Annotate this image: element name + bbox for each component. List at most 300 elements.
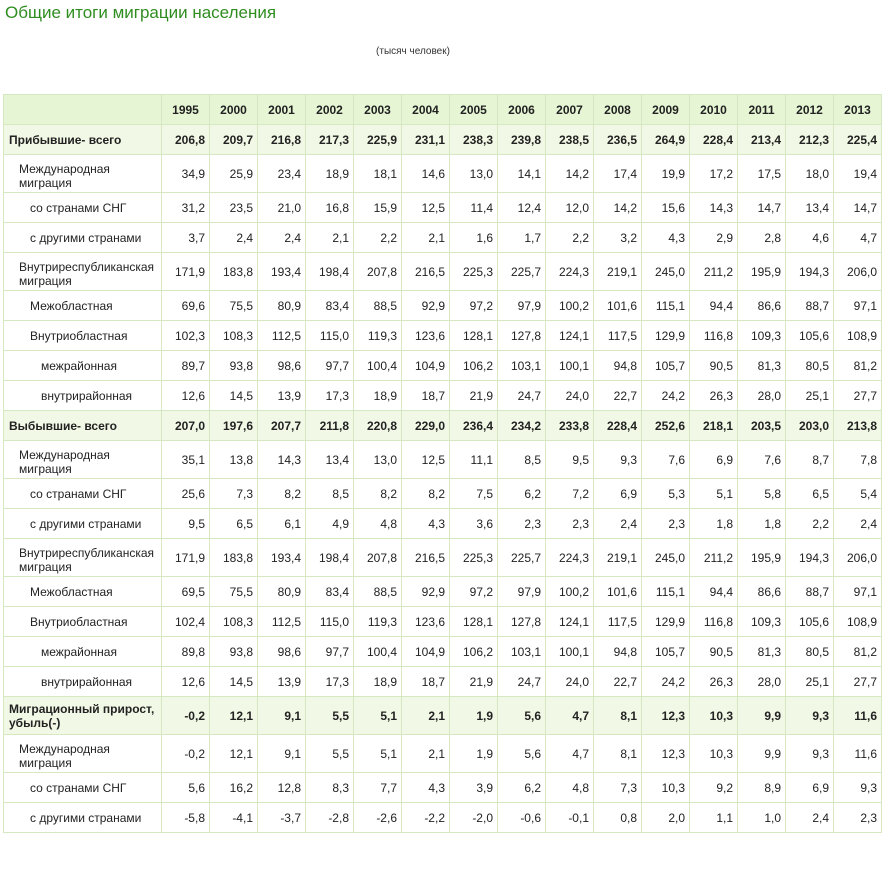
value-cell-2008: 8,1 <box>594 697 642 735</box>
value-cell-2005: 21,9 <box>450 381 498 411</box>
value-cell-2002: -2,8 <box>306 803 354 833</box>
value-cell-2005: 106,2 <box>450 351 498 381</box>
value-cell-2012: 194,3 <box>786 539 834 577</box>
value-cell-2006: 5,6 <box>498 735 546 773</box>
value-cell-2010: 26,3 <box>690 667 738 697</box>
value-cell-2013: 4,7 <box>834 223 882 253</box>
table-row <box>4 577 882 607</box>
value-cell-2010: 10,3 <box>690 697 738 735</box>
value-cell-2013: 213,8 <box>834 411 882 441</box>
value-cell-2004: 123,6 <box>402 321 450 351</box>
row-label: с другими странами <box>4 509 162 539</box>
value-cell-2012: 212,3 <box>786 125 834 155</box>
value-cell-2007: 2,2 <box>546 223 594 253</box>
value-cell-2003: 119,3 <box>354 607 402 637</box>
value-cell-2009: 12,3 <box>642 735 690 773</box>
table-row <box>4 539 882 577</box>
value-cell-1995: 102,4 <box>162 607 210 637</box>
value-cell-2000: 93,8 <box>210 637 258 667</box>
value-cell-2007: 100,1 <box>546 637 594 667</box>
value-cell-2010: 17,2 <box>690 155 738 193</box>
value-cell-2009: 105,7 <box>642 351 690 381</box>
value-cell-2011: 14,7 <box>738 193 786 223</box>
value-cell-2005: 21,9 <box>450 667 498 697</box>
value-cell-2002: 83,4 <box>306 291 354 321</box>
row-label: Миграционный прирост, убыль(-) <box>4 697 162 735</box>
value-cell-2007: 238,5 <box>546 125 594 155</box>
value-cell-2005: 97,2 <box>450 291 498 321</box>
value-cell-2003: 8,2 <box>354 479 402 509</box>
row-label: Внутриреспубликанская миграция <box>4 253 162 291</box>
value-cell-2004: 92,9 <box>402 291 450 321</box>
value-cell-2000: 13,8 <box>210 441 258 479</box>
value-cell-2013: 97,1 <box>834 577 882 607</box>
value-cell-2012: 80,5 <box>786 637 834 667</box>
value-cell-2010: 116,8 <box>690 607 738 637</box>
value-cell-1995: -5,8 <box>162 803 210 833</box>
value-cell-2007: 9,5 <box>546 441 594 479</box>
value-cell-2006: -0,6 <box>498 803 546 833</box>
value-cell-2002: 4,9 <box>306 509 354 539</box>
row-label: межрайонная <box>4 637 162 667</box>
value-cell-2004: 2,1 <box>402 697 450 735</box>
value-cell-2011: 5,8 <box>738 479 786 509</box>
value-cell-2008: 117,5 <box>594 321 642 351</box>
value-cell-2013: 27,7 <box>834 381 882 411</box>
value-cell-2006: 225,7 <box>498 253 546 291</box>
value-cell-2008: 94,8 <box>594 351 642 381</box>
value-cell-2001: 80,9 <box>258 577 306 607</box>
value-cell-2013: 7,8 <box>834 441 882 479</box>
value-cell-2000: 108,3 <box>210 321 258 351</box>
value-cell-2006: 1,7 <box>498 223 546 253</box>
row-label: Межобластная <box>4 291 162 321</box>
value-cell-2012: 4,6 <box>786 223 834 253</box>
value-cell-2011: 17,5 <box>738 155 786 193</box>
value-cell-2007: -0,1 <box>546 803 594 833</box>
value-cell-2006: 6,2 <box>498 479 546 509</box>
value-cell-2010: 211,2 <box>690 539 738 577</box>
value-cell-2009: 2,3 <box>642 509 690 539</box>
value-cell-2003: 18,1 <box>354 155 402 193</box>
value-cell-2010: 5,1 <box>690 479 738 509</box>
value-cell-2011: 86,6 <box>738 577 786 607</box>
value-cell-2012: 8,7 <box>786 441 834 479</box>
table-row <box>4 223 882 253</box>
value-cell-2008: 101,6 <box>594 577 642 607</box>
value-cell-1995: 207,0 <box>162 411 210 441</box>
value-cell-2008: 0,8 <box>594 803 642 833</box>
value-cell-2009: 15,6 <box>642 193 690 223</box>
year-header-2008: 2008 <box>594 95 642 125</box>
table-row <box>4 321 882 351</box>
value-cell-2001: 80,9 <box>258 291 306 321</box>
value-cell-2003: 100,4 <box>354 351 402 381</box>
value-cell-2011: 109,3 <box>738 321 786 351</box>
value-cell-2013: 5,4 <box>834 479 882 509</box>
value-cell-2013: 97,1 <box>834 291 882 321</box>
value-cell-2000: 12,1 <box>210 697 258 735</box>
value-cell-2011: 81,3 <box>738 351 786 381</box>
value-cell-2004: -2,2 <box>402 803 450 833</box>
value-cell-2001: 193,4 <box>258 253 306 291</box>
value-cell-2000: 14,5 <box>210 667 258 697</box>
value-cell-2011: 7,6 <box>738 441 786 479</box>
year-header-2003: 2003 <box>354 95 402 125</box>
value-cell-1995: 31,2 <box>162 193 210 223</box>
value-cell-2000: 75,5 <box>210 291 258 321</box>
row-label: Выбывшие- всего <box>4 411 162 441</box>
value-cell-2012: 25,1 <box>786 381 834 411</box>
value-cell-2011: 195,9 <box>738 539 786 577</box>
value-cell-2000: 14,5 <box>210 381 258 411</box>
value-cell-2001: 13,9 <box>258 667 306 697</box>
value-cell-2000: 209,7 <box>210 125 258 155</box>
value-cell-2013: 108,9 <box>834 321 882 351</box>
value-cell-2010: 9,2 <box>690 773 738 803</box>
value-cell-2012: 13,4 <box>786 193 834 223</box>
value-cell-2000: 183,8 <box>210 539 258 577</box>
value-cell-1995: 171,9 <box>162 539 210 577</box>
value-cell-2013: 9,3 <box>834 773 882 803</box>
value-cell-2010: 94,4 <box>690 291 738 321</box>
value-cell-2013: 11,6 <box>834 735 882 773</box>
table-row <box>4 735 882 773</box>
value-cell-2012: 6,5 <box>786 479 834 509</box>
value-cell-2004: 2,1 <box>402 735 450 773</box>
value-cell-2001: 23,4 <box>258 155 306 193</box>
value-cell-2003: 4,8 <box>354 509 402 539</box>
value-cell-2005: 11,1 <box>450 441 498 479</box>
value-cell-1995: 69,5 <box>162 577 210 607</box>
value-cell-2010: 228,4 <box>690 125 738 155</box>
table-row <box>4 509 882 539</box>
value-cell-2002: 5,5 <box>306 735 354 773</box>
value-cell-2012: 25,1 <box>786 667 834 697</box>
value-cell-2008: 101,6 <box>594 291 642 321</box>
value-cell-2011: 9,9 <box>738 697 786 735</box>
value-cell-2013: 19,4 <box>834 155 882 193</box>
value-cell-1995: 12,6 <box>162 667 210 697</box>
value-cell-2013: 81,2 <box>834 351 882 381</box>
value-cell-2002: 211,8 <box>306 411 354 441</box>
value-cell-1995: 25,6 <box>162 479 210 509</box>
table-row <box>4 803 882 833</box>
value-cell-2009: 24,2 <box>642 381 690 411</box>
value-cell-2006: 239,8 <box>498 125 546 155</box>
value-cell-2011: 203,5 <box>738 411 786 441</box>
value-cell-2005: 236,4 <box>450 411 498 441</box>
value-cell-2007: 14,2 <box>546 155 594 193</box>
value-cell-2005: 97,2 <box>450 577 498 607</box>
value-cell-2011: 86,6 <box>738 291 786 321</box>
value-cell-2003: -2,6 <box>354 803 402 833</box>
year-header-2012: 2012 <box>786 95 834 125</box>
year-header-2011: 2011 <box>738 95 786 125</box>
value-cell-2012: 9,3 <box>786 735 834 773</box>
value-cell-2007: 124,1 <box>546 321 594 351</box>
value-cell-2004: 229,0 <box>402 411 450 441</box>
value-cell-2010: 2,9 <box>690 223 738 253</box>
value-cell-2001: -3,7 <box>258 803 306 833</box>
value-cell-2002: 17,3 <box>306 381 354 411</box>
value-cell-2005: -2,0 <box>450 803 498 833</box>
value-cell-2001: 8,2 <box>258 479 306 509</box>
value-cell-2002: 13,4 <box>306 441 354 479</box>
value-cell-2001: 112,5 <box>258 321 306 351</box>
value-cell-2010: 26,3 <box>690 381 738 411</box>
value-cell-2009: 7,6 <box>642 441 690 479</box>
value-cell-2011: 28,0 <box>738 667 786 697</box>
value-cell-2000: -4,1 <box>210 803 258 833</box>
value-cell-2009: 129,9 <box>642 321 690 351</box>
value-cell-2006: 103,1 <box>498 637 546 667</box>
table-row <box>4 637 882 667</box>
value-cell-2002: 2,1 <box>306 223 354 253</box>
value-cell-1995: -0,2 <box>162 735 210 773</box>
value-cell-2013: 11,6 <box>834 697 882 735</box>
value-cell-2007: 4,7 <box>546 735 594 773</box>
year-header-2009: 2009 <box>642 95 690 125</box>
value-cell-2001: 6,1 <box>258 509 306 539</box>
value-cell-2003: 18,9 <box>354 667 402 697</box>
value-cell-2011: 9,9 <box>738 735 786 773</box>
value-cell-2006: 97,9 <box>498 577 546 607</box>
value-cell-2001: 14,3 <box>258 441 306 479</box>
value-cell-2008: 219,1 <box>594 253 642 291</box>
row-label: Внутриобластная <box>4 607 162 637</box>
value-cell-2002: 5,5 <box>306 697 354 735</box>
value-cell-2004: 104,9 <box>402 351 450 381</box>
value-cell-2013: 2,3 <box>834 803 882 833</box>
value-cell-2003: 225,9 <box>354 125 402 155</box>
value-cell-2011: 213,4 <box>738 125 786 155</box>
value-cell-2000: 12,1 <box>210 735 258 773</box>
value-cell-2009: 115,1 <box>642 291 690 321</box>
value-cell-2004: 18,7 <box>402 381 450 411</box>
value-cell-2003: 13,0 <box>354 441 402 479</box>
value-cell-1995: 12,6 <box>162 381 210 411</box>
value-cell-2006: 5,6 <box>498 697 546 735</box>
row-label: Внутриреспубликанская миграция <box>4 539 162 577</box>
value-cell-2009: 129,9 <box>642 607 690 637</box>
value-cell-2003: 220,8 <box>354 411 402 441</box>
table-row <box>4 193 882 223</box>
value-cell-2000: 2,4 <box>210 223 258 253</box>
row-label: Международная миграция <box>4 441 162 479</box>
value-cell-2002: 115,0 <box>306 321 354 351</box>
value-cell-2008: 3,2 <box>594 223 642 253</box>
value-cell-2012: 88,7 <box>786 291 834 321</box>
value-cell-2005: 225,3 <box>450 253 498 291</box>
value-cell-2003: 18,9 <box>354 381 402 411</box>
value-cell-2008: 8,1 <box>594 735 642 773</box>
value-cell-2013: 206,0 <box>834 253 882 291</box>
value-cell-2003: 5,1 <box>354 697 402 735</box>
value-cell-2005: 128,1 <box>450 607 498 637</box>
value-cell-2006: 8,5 <box>498 441 546 479</box>
value-cell-2009: 252,6 <box>642 411 690 441</box>
value-cell-1995: 35,1 <box>162 441 210 479</box>
value-cell-2002: 198,4 <box>306 539 354 577</box>
value-cell-2005: 7,5 <box>450 479 498 509</box>
value-cell-2011: 81,3 <box>738 637 786 667</box>
value-cell-2003: 7,7 <box>354 773 402 803</box>
value-cell-2001: 193,4 <box>258 539 306 577</box>
value-cell-2000: 93,8 <box>210 351 258 381</box>
value-cell-2002: 97,7 <box>306 351 354 381</box>
value-cell-2007: 12,0 <box>546 193 594 223</box>
value-cell-2007: 24,0 <box>546 667 594 697</box>
value-cell-2001: 207,7 <box>258 411 306 441</box>
value-cell-2001: 216,8 <box>258 125 306 155</box>
value-cell-2012: 9,3 <box>786 697 834 735</box>
value-cell-1995: 5,6 <box>162 773 210 803</box>
table-row <box>4 667 882 697</box>
year-header-2010: 2010 <box>690 95 738 125</box>
value-cell-2001: 9,1 <box>258 735 306 773</box>
year-header-2001: 2001 <box>258 95 306 125</box>
table-row <box>4 697 882 735</box>
value-cell-2011: 2,8 <box>738 223 786 253</box>
year-header-2004: 2004 <box>402 95 450 125</box>
value-cell-2002: 16,8 <box>306 193 354 223</box>
table-row <box>4 155 882 193</box>
value-cell-2007: 124,1 <box>546 607 594 637</box>
value-cell-2003: 207,8 <box>354 253 402 291</box>
value-cell-2008: 22,7 <box>594 381 642 411</box>
value-cell-2007: 100,2 <box>546 291 594 321</box>
value-cell-2012: 18,0 <box>786 155 834 193</box>
page-title: Общие итоги миграции населения <box>5 3 277 22</box>
value-cell-2004: 12,5 <box>402 193 450 223</box>
value-cell-2001: 21,0 <box>258 193 306 223</box>
value-cell-2009: 245,0 <box>642 539 690 577</box>
value-cell-2008: 22,7 <box>594 667 642 697</box>
value-cell-2000: 16,2 <box>210 773 258 803</box>
value-cell-2007: 233,8 <box>546 411 594 441</box>
row-label: Прибывшие- всего <box>4 125 162 155</box>
value-cell-2005: 238,3 <box>450 125 498 155</box>
value-cell-2008: 9,3 <box>594 441 642 479</box>
value-cell-2012: 194,3 <box>786 253 834 291</box>
value-cell-2005: 13,0 <box>450 155 498 193</box>
value-cell-2010: 6,9 <box>690 441 738 479</box>
value-cell-2004: 92,9 <box>402 577 450 607</box>
value-cell-1995: 9,5 <box>162 509 210 539</box>
value-cell-2002: 198,4 <box>306 253 354 291</box>
value-cell-2012: 2,2 <box>786 509 834 539</box>
table-header <box>4 95 882 125</box>
year-header-1995: 1995 <box>162 95 210 125</box>
year-header-2005: 2005 <box>450 95 498 125</box>
value-cell-2010: 218,1 <box>690 411 738 441</box>
value-cell-2006: 2,3 <box>498 509 546 539</box>
value-cell-2007: 2,3 <box>546 509 594 539</box>
value-cell-2007: 224,3 <box>546 539 594 577</box>
value-cell-1995: 89,8 <box>162 637 210 667</box>
value-cell-2006: 97,9 <box>498 291 546 321</box>
value-cell-2002: 18,9 <box>306 155 354 193</box>
value-cell-2000: 25,9 <box>210 155 258 193</box>
value-cell-1995: 89,7 <box>162 351 210 381</box>
value-cell-2004: 216,5 <box>402 539 450 577</box>
value-cell-2010: 1,1 <box>690 803 738 833</box>
value-cell-2002: 217,3 <box>306 125 354 155</box>
row-label: с другими странами <box>4 223 162 253</box>
value-cell-2004: 123,6 <box>402 607 450 637</box>
value-cell-2004: 8,2 <box>402 479 450 509</box>
value-cell-2000: 183,8 <box>210 253 258 291</box>
value-cell-2003: 15,9 <box>354 193 402 223</box>
value-cell-2012: 88,7 <box>786 577 834 607</box>
year-header-2000: 2000 <box>210 95 258 125</box>
value-cell-2007: 4,8 <box>546 773 594 803</box>
value-cell-2008: 228,4 <box>594 411 642 441</box>
value-cell-2005: 3,9 <box>450 773 498 803</box>
value-cell-2006: 6,2 <box>498 773 546 803</box>
value-cell-2001: 13,9 <box>258 381 306 411</box>
value-cell-2009: 105,7 <box>642 637 690 667</box>
value-cell-2004: 18,7 <box>402 667 450 697</box>
value-cell-2012: 105,6 <box>786 321 834 351</box>
value-cell-2005: 11,4 <box>450 193 498 223</box>
value-cell-2006: 127,8 <box>498 607 546 637</box>
value-cell-2009: 19,9 <box>642 155 690 193</box>
table-row <box>4 773 882 803</box>
table-row <box>4 411 882 441</box>
year-header-2002: 2002 <box>306 95 354 125</box>
row-label: внутрирайонная <box>4 667 162 697</box>
value-cell-2006: 12,4 <box>498 193 546 223</box>
value-cell-2000: 108,3 <box>210 607 258 637</box>
row-label: Международная миграция <box>4 155 162 193</box>
value-cell-2004: 14,6 <box>402 155 450 193</box>
row-label: Международная миграция <box>4 735 162 773</box>
value-cell-2012: 203,0 <box>786 411 834 441</box>
value-cell-2012: 80,5 <box>786 351 834 381</box>
value-cell-2004: 104,9 <box>402 637 450 667</box>
row-label: с другими странами <box>4 803 162 833</box>
value-cell-2000: 23,5 <box>210 193 258 223</box>
value-cell-2010: 94,4 <box>690 577 738 607</box>
value-cell-2012: 2,4 <box>786 803 834 833</box>
value-cell-2013: 2,4 <box>834 509 882 539</box>
value-cell-2002: 115,0 <box>306 607 354 637</box>
value-cell-2008: 7,3 <box>594 773 642 803</box>
value-cell-2011: 109,3 <box>738 607 786 637</box>
value-cell-2007: 24,0 <box>546 381 594 411</box>
value-cell-2010: 90,5 <box>690 637 738 667</box>
value-cell-1995: 102,3 <box>162 321 210 351</box>
value-cell-2009: 12,3 <box>642 697 690 735</box>
row-label: внутрирайонная <box>4 381 162 411</box>
value-cell-1995: 171,9 <box>162 253 210 291</box>
table-row <box>4 253 882 291</box>
row-label: Межобластная <box>4 577 162 607</box>
value-cell-2009: 24,2 <box>642 667 690 697</box>
value-cell-2004: 2,1 <box>402 223 450 253</box>
value-cell-2013: 108,9 <box>834 607 882 637</box>
value-cell-2003: 88,5 <box>354 291 402 321</box>
table-row <box>4 441 882 479</box>
value-cell-2004: 12,5 <box>402 441 450 479</box>
value-cell-2002: 8,3 <box>306 773 354 803</box>
value-cell-2004: 231,1 <box>402 125 450 155</box>
value-cell-2001: 98,6 <box>258 351 306 381</box>
value-cell-2008: 236,5 <box>594 125 642 155</box>
value-cell-2005: 128,1 <box>450 321 498 351</box>
